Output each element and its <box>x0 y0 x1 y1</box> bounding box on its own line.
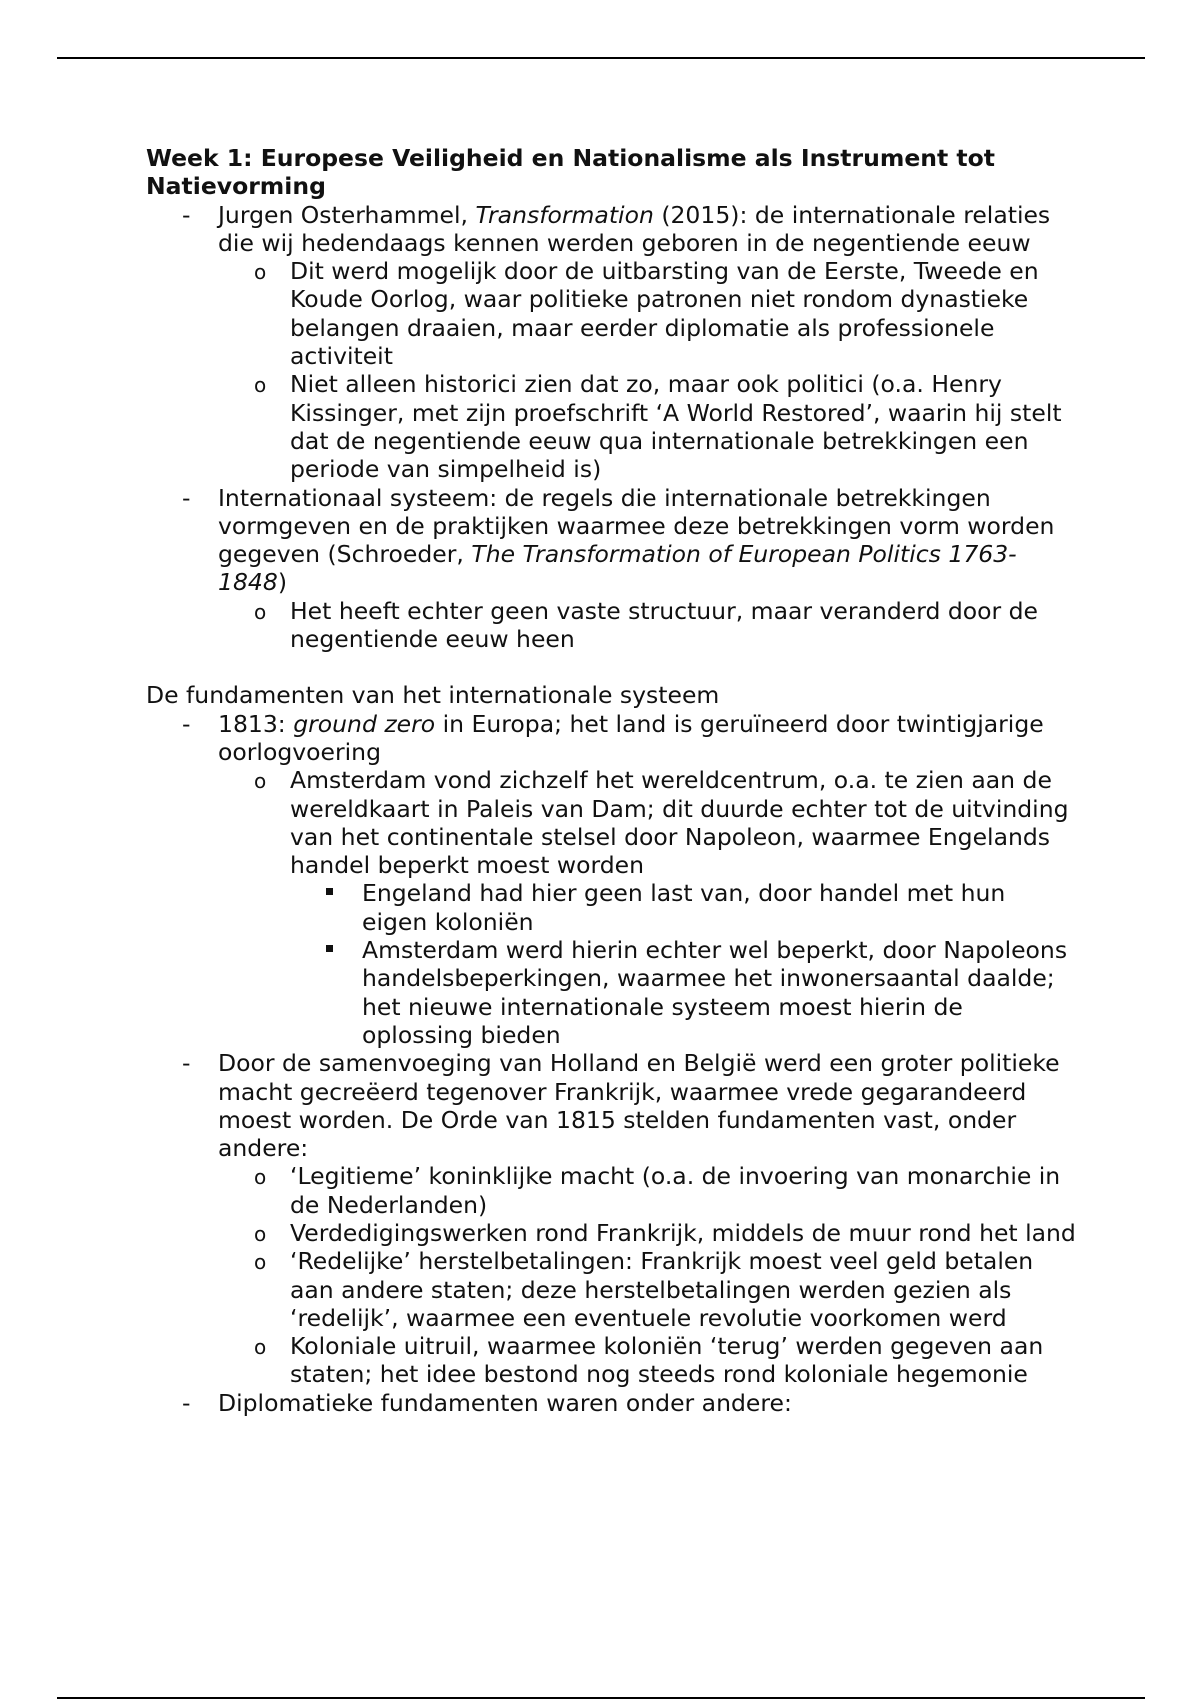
list-item-text: Internationaal systeem: de regels die internationale betrekkingen vormgeven en de praktijken waarmee deze betrekkingen vorm worden gegeven (Schroeder, The Transformation of European Politics 1763-1848) <box>218 483 1055 597</box>
sub-list-item <box>218 597 1076 654</box>
list-item <box>146 201 1076 484</box>
list-item <box>146 1049 1076 1389</box>
square-bullet <box>326 879 398 907</box>
list-item-text: Door de samenvoeging van Holland en België werd een groter politieke macht gecreëerd tegenover Frankrijk, waarmee vrede gegarandeerd moest worden. De Orde van 1815 stelden fundamenten vast, onder andere: <box>218 1049 1060 1163</box>
sub-list-item-text: ‘Legitieme’ koninklijke macht (o.a. de invoering van monarchie in de Nederlanden) <box>290 1162 1061 1219</box>
dash-bullet <box>182 1389 254 1417</box>
sub-list <box>218 1162 1076 1388</box>
sub-list-item <box>218 1247 1076 1332</box>
sub-list-item <box>218 1162 1076 1219</box>
circle-bullet <box>254 597 326 626</box>
circle-bullet <box>254 1247 326 1276</box>
sub-list-item <box>218 1219 1076 1247</box>
circle-bullet <box>254 1162 326 1191</box>
sub-list-item <box>218 257 1076 370</box>
dash-bullet <box>182 710 254 738</box>
sub-list-item-text: Amsterdam vond zichzelf het wereldcentrum, o.a. te zien aan de wereldkaart in Paleis van Dam; dit duurde echter tot de uitvinding van het continentale stelsel door Napoleon, waarmee Engelands handel beperkt moest worden <box>290 766 1069 880</box>
list-item-text: Jurgen Osterhammel, Transformation (2015): de internationale relaties die wij hedendaags kennen werden geboren in de negentiende eeuw <box>218 200 1051 257</box>
sub-list-item-text: Dit werd mogelijk door de uitbarsting van de Eerste, Tweede en Koude Oorlog, waar politieke patronen niet rondom dynastieke belangen draaien, maar eerder diplomatie als professionele activiteit <box>290 257 1039 371</box>
sub-sub-list-item-text: Amsterdam werd hierin echter wel beperkt, door Napoleons handelsbeperkingen, waarmee het inwonersaantal daalde; het nieuwe internationale systeem moest hierin de oplossing bieden <box>362 936 1068 1049</box>
section-title: De fundamenten van het internationale systeem <box>146 681 720 710</box>
sub-list-item-text: Verdedigingswerken rond Frankrijk, middels de muur rond het land <box>290 1218 1076 1247</box>
sub-list <box>218 257 1076 483</box>
square-bullet <box>326 936 398 964</box>
list-item <box>146 484 1076 654</box>
sub-list-item-text: Het heeft echter geen vaste structuur, maar veranderd door de negentiende eeuw heen <box>290 596 1039 654</box>
dash-bullet <box>182 1049 254 1077</box>
list-item-text: Diplomatieke fundamenten waren onder andere: <box>218 1388 792 1417</box>
circle-bullet <box>254 370 326 399</box>
sub-sub-list-item <box>290 879 1076 936</box>
dash-bullet <box>182 201 254 229</box>
circle-bullet <box>254 1219 326 1248</box>
italic-title: Transformation <box>475 200 654 229</box>
sub-list <box>218 766 1076 1049</box>
list-item-text: 1813: ground zero in Europa; het land is geruïneerd door twintigjarige oorlogvoering <box>218 709 1044 766</box>
document-body <box>146 144 1076 1417</box>
sub-sub-list <box>290 879 1076 1049</box>
circle-bullet <box>254 1332 326 1361</box>
top-rule <box>57 57 1145 59</box>
sub-list-item <box>218 370 1076 483</box>
list-item <box>146 710 1076 1050</box>
section-1-list <box>146 201 1076 654</box>
circle-bullet <box>254 766 326 795</box>
sub-list-item-text: Niet alleen historici zien dat zo, maar ook politici (o.a. Henry Kissinger, met zijn proefschrift ‘A World Restored’, waarin hij stelt dat de negentiende eeuw qua internationale betrekkingen een periode van simpelheid is) <box>290 370 1062 484</box>
italic-term: ground zero <box>293 709 436 738</box>
sub-list-item <box>218 766 1076 1049</box>
sub-list <box>218 597 1076 654</box>
section-2-list <box>146 710 1076 1417</box>
sub-list-item <box>218 1332 1076 1389</box>
sub-list-item-text: Koloniale uitruil, waarmee koloniën ‘terug’ werden gegeven aan staten; het idee bestond nog steeds rond koloniale hegemonie <box>290 1332 1044 1389</box>
sub-list-item-text: ‘Redelijke’ herstelbetalingen: Frankrijk moest veel geld betalen aan andere staten; deze herstelbetalingen werden gezien als ‘redelijk’, waarmee een eventuele revolutie voorkomen werd <box>290 1247 1034 1332</box>
italic-title: The Transformation of European Politics 1763-1848 <box>218 540 1017 597</box>
circle-bullet <box>254 257 326 286</box>
sub-sub-list-item-text: Engeland had hier geen last van, door handel met hun eigen koloniën <box>362 879 1006 936</box>
sub-sub-list-item <box>290 936 1076 1049</box>
page-heading: Week 1: Europese Veiligheid en Nationalisme als Instrument tot Natievorming <box>146 144 996 201</box>
list-item <box>146 1389 1076 1417</box>
bottom-rule <box>57 1697 1145 1699</box>
dash-bullet <box>182 484 254 512</box>
